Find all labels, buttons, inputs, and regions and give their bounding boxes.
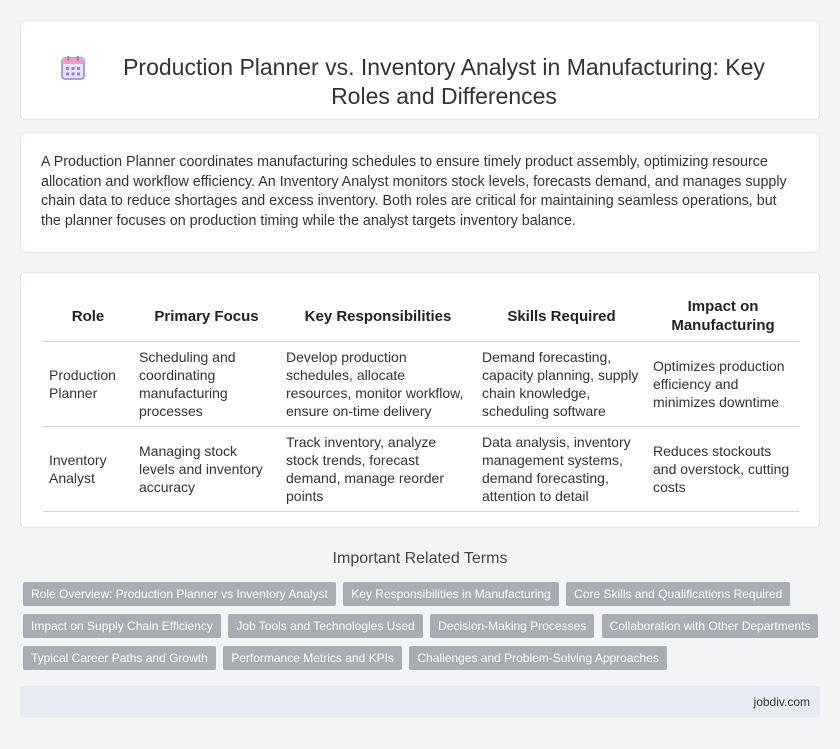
related-tag[interactable]: Typical Career Paths and Growth [23, 646, 216, 670]
related-tag[interactable]: Collaboration with Other Departments [602, 614, 819, 638]
table-row [43, 427, 799, 512]
footer [20, 686, 820, 718]
table-row [43, 342, 799, 427]
related-tag[interactable]: Challenges and Problem-Solving Approaches [409, 646, 666, 670]
table-cell: Managing stock levels and inventory accuracy [133, 427, 280, 512]
table-cell: Reduces stockouts and overstock, cutting costs [647, 427, 799, 512]
table-cell: Develop production schedules, allocate resources, monitor workflow, ensure on-time delivery [280, 342, 476, 427]
table-cell: Data analysis, inventory management systems, demand forecasting, attention to detail [476, 427, 647, 512]
header-role: Role [43, 287, 133, 342]
header-key-responsibilities: Key Responsibilities [280, 287, 476, 342]
related-tag[interactable]: Impact on Supply Chain Efficiency [23, 614, 221, 638]
table-cell: Production Planner [43, 342, 133, 427]
related-tag[interactable]: Job Tools and Technologies Used [228, 614, 422, 638]
table-cell: Demand forecasting, capacity planning, supply chain knowledge, scheduling software [476, 342, 647, 427]
comparison-table-card [20, 272, 820, 528]
table-cell: Inventory Analyst [43, 427, 133, 512]
header-impact: Impact on Manufacturing [647, 287, 799, 342]
intro-text: A Production Planner coordinates manufacturing schedules to ensure timely product assembly, optimizing resource allocation and workflow efficiency. An Inventory Analyst monitors stock levels, forecasts demand, and manages supply chain data to reduce shortages and excess inventory. Both roles are critical for maintaining seamless operations, but the planner focuses on production timing while the analyst targets inventory balance. [41, 154, 787, 229]
related-tag[interactable]: Core Skills and Qualifications Required [566, 582, 790, 606]
related-tag[interactable]: Role Overview: Production Planner vs Inventory Analyst [23, 582, 336, 606]
table-cell: Track inventory, analyze stock trends, forecast demand, manage reorder points [280, 427, 476, 512]
header-primary-focus: Primary Focus [133, 287, 280, 342]
related-terms-title: Important Related Terms [332, 550, 508, 567]
page-title: Production Planner vs. Inventory Analyst in Manufacturing: Key Roles and Differences [123, 54, 765, 109]
calendar-icon [60, 55, 86, 81]
related-tag[interactable]: Decision-Making Processes [430, 614, 594, 638]
header-skills-required: Skills Required [476, 287, 647, 342]
table-cell: Scheduling and coordinating manufacturing processes [133, 342, 280, 427]
table-cell: Optimizes production efficiency and minimizes downtime [647, 342, 799, 427]
intro-card [20, 132, 820, 253]
comparison-table [43, 287, 799, 512]
related-terms-tags [23, 582, 823, 678]
related-tag[interactable]: Performance Metrics and KPIs [223, 646, 402, 670]
table-header-row [43, 287, 799, 342]
title-card [20, 20, 820, 120]
footer-site-link[interactable]: jobdiv.com [753, 695, 810, 709]
related-tag[interactable]: Key Responsibilities in Manufacturing [343, 582, 558, 606]
